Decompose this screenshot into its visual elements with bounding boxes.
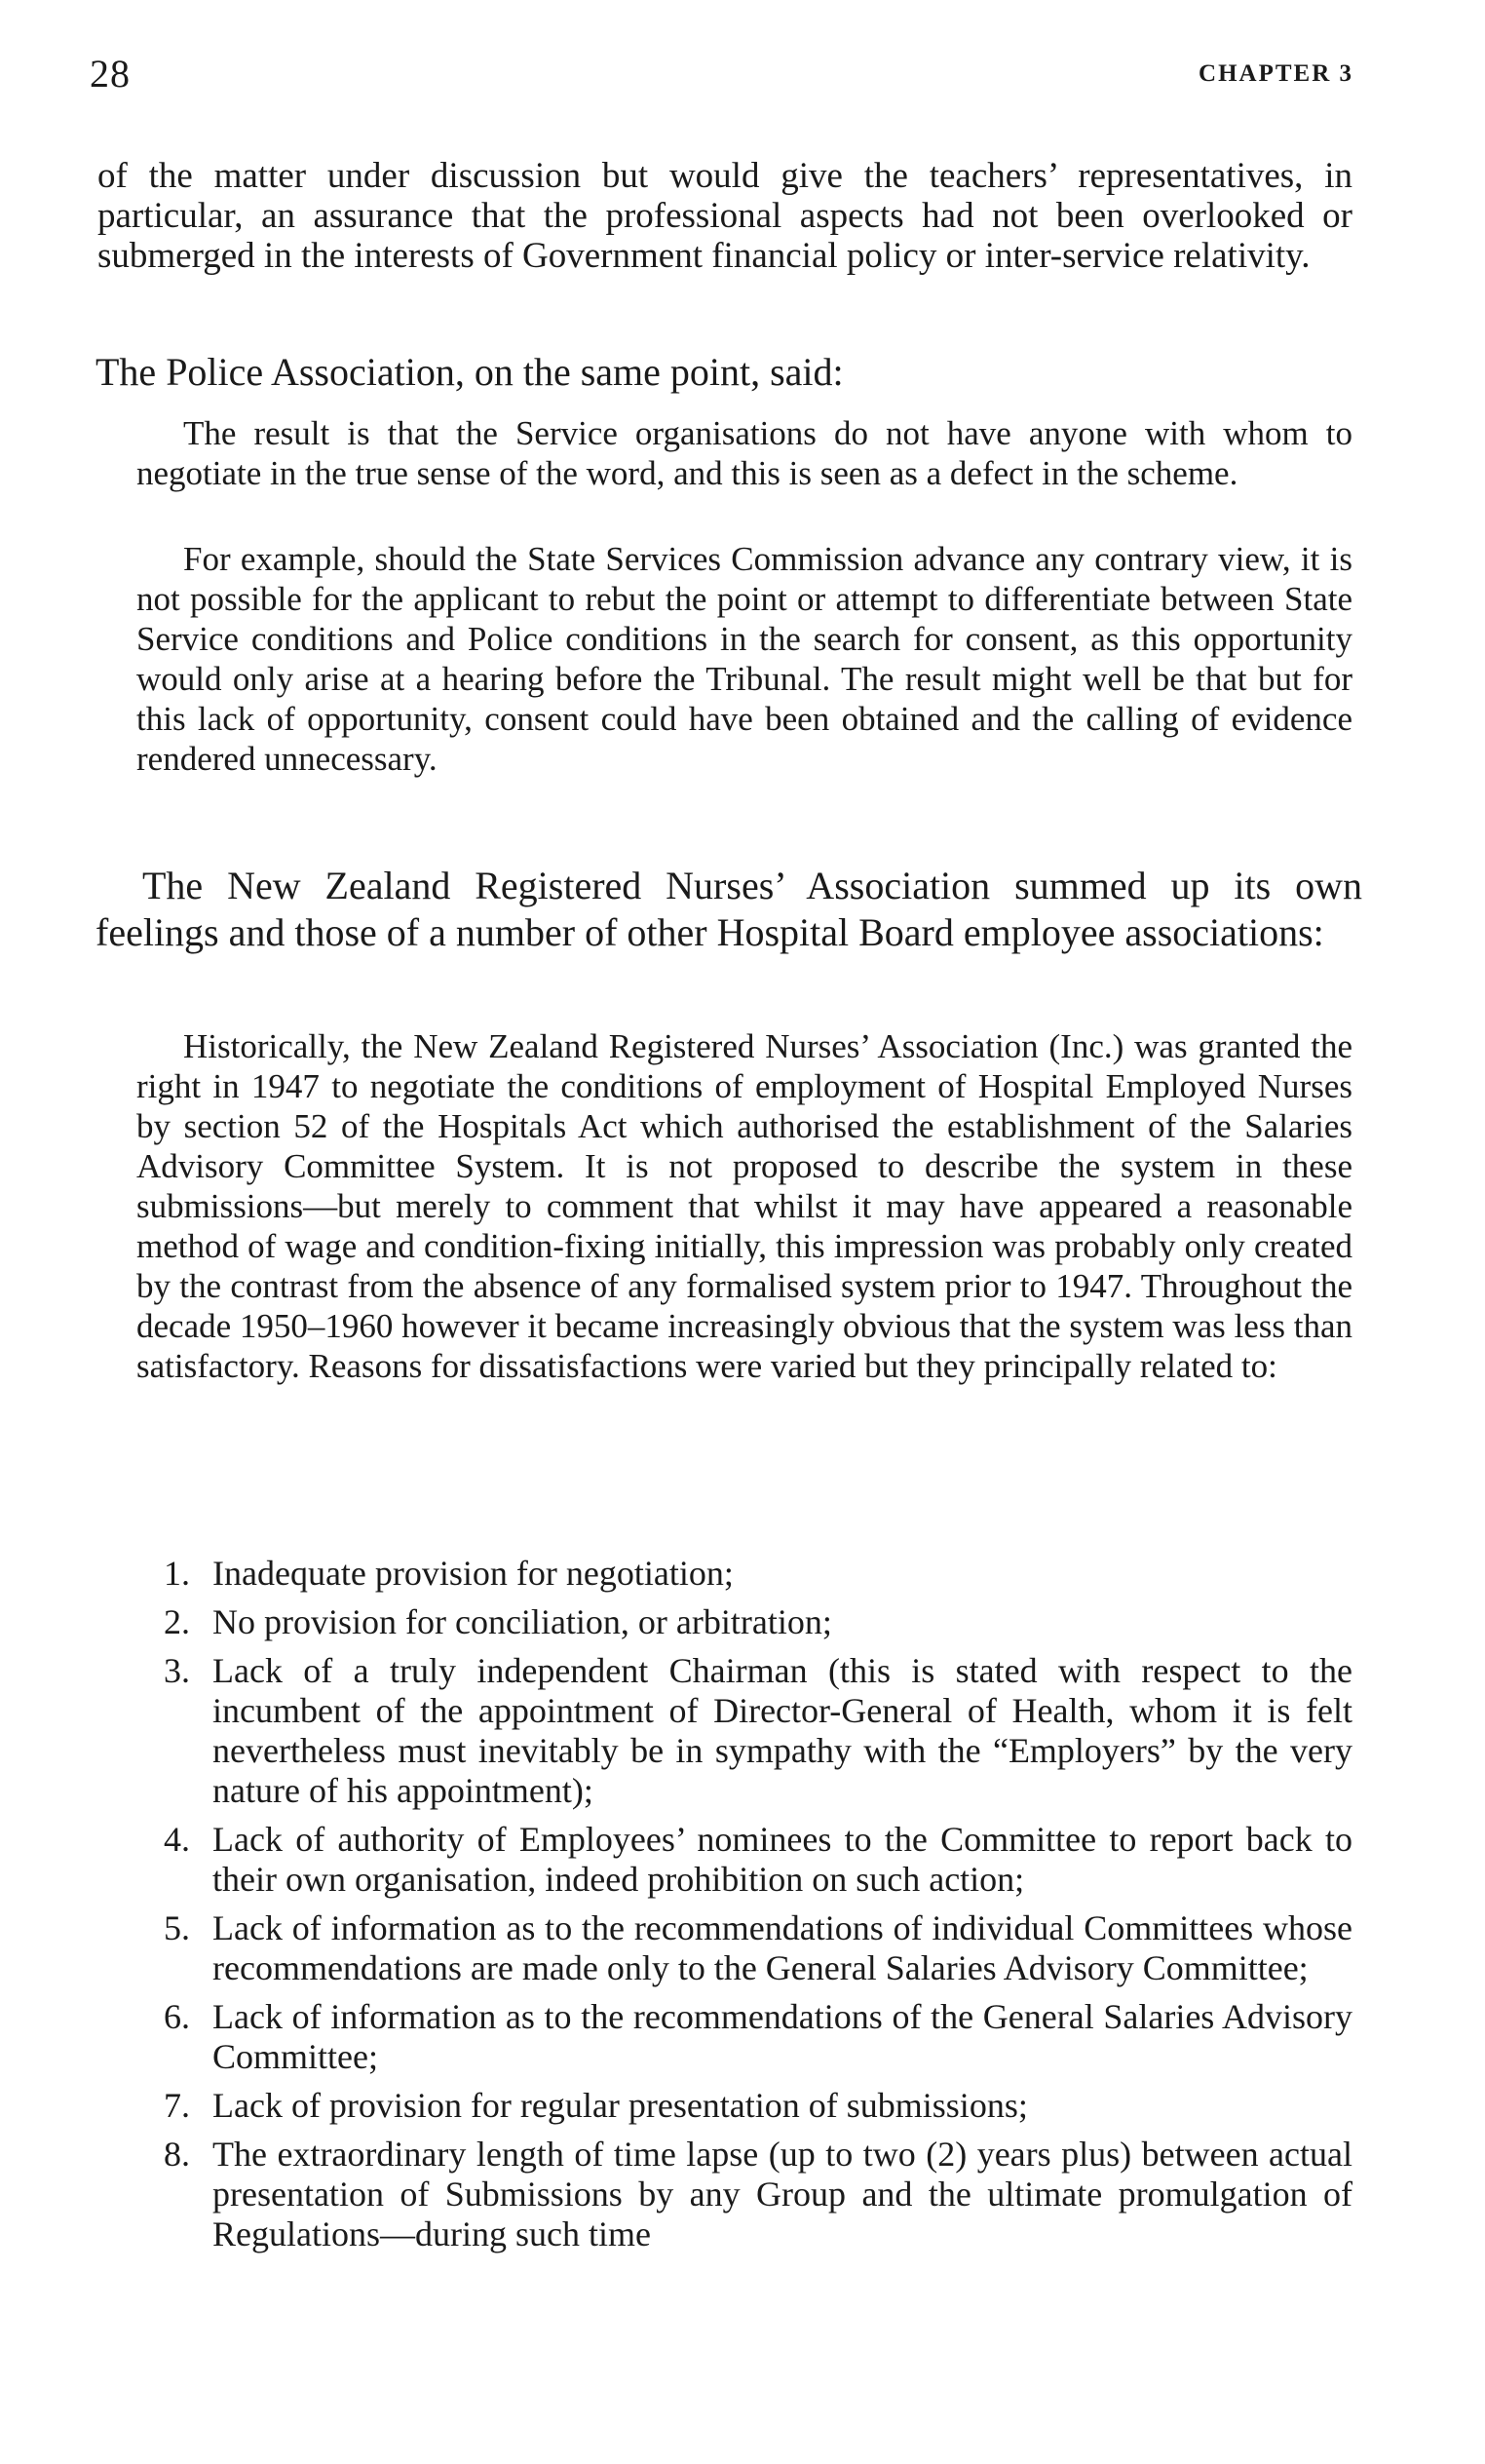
dissatisfaction-list — [164, 1554, 1352, 2263]
list-item — [164, 1554, 1352, 1594]
quote-nurses: Historically, the New Zealand Registered Nurses’ Association (Inc.) was granted the right in 1947 to negotiate the conditions of employment of Hospital Employed Nurses by section 52 of the Hospitals Act which authorised the establishment of the Salaries Advisory Committee System. It is not proposed to describe the system in these submissions—but merely to comment that whilst it may have appeared a reasonable method of wage and condition-fixing initially, this impression was probably only created by the contrast from the absence of any formalised system prior to 1947. Throughout the decade 1950–1960 however it became increasingly obvious that the system was less than satisfactory. Reasons for dissatisfactions were varied but they principally related to: — [136, 1027, 1353, 1385]
list-item — [164, 1820, 1352, 1900]
quote-police-1: The result is that the Service organisations do not have anyone with whom to negotiate in the true sense of the word, and this is seen as a defect in the scheme. — [136, 414, 1352, 492]
list-item — [164, 2086, 1352, 2126]
list-item-number: 7. — [164, 2086, 190, 2125]
list-item-number: 3. — [164, 1651, 190, 1690]
list-item-number: 1. — [164, 1554, 190, 1593]
list-item-text: Lack of a truly independent Chairman (this is stated with respect to the incumbent of the appointment of Director-General of Health, whom it is felt nevertheless must inevitably be in sympathy with the “Employers” by the very nature of his appointment); — [212, 1651, 1352, 1810]
list-item-text: Lack of authority of Employees’ nominees to the Committee to report back to their own organisation, indeed prohibition on such action; — [212, 1820, 1352, 1899]
list-item-text: The extraordinary length of time lapse (up to two (2) years plus) between actual presentation of Submissions by any Group and the ultimate promulgation of Regulations—during such time — [212, 2135, 1352, 2253]
list-item-number: 6. — [164, 1997, 190, 2036]
quote-police-2: For example, should the State Services Commission advance any contrary view, it is not possible for the applicant to rebut the point or attempt to differentiate between State Service conditions and Police conditions in the search for consent, as this opportunity would only arise at a hearing before the Tribunal. The result might well be that but for this lack of opportunity, consent could have been obtained and the calling of evidence rendered unnecessary. — [136, 540, 1352, 778]
paragraph-police-intro: The Police Association, on the same point, said: — [95, 350, 844, 394]
list-item-number: 8. — [164, 2135, 190, 2174]
list-item-number: 5. — [164, 1908, 190, 1947]
list-item — [164, 2135, 1352, 2254]
list-item-text: Lack of provision for regular presentation of submissions; — [212, 2086, 1028, 2125]
list-item — [164, 1651, 1352, 1811]
list-item — [164, 1997, 1352, 2077]
paragraph-teachers: of the matter under discussion but would give the teachers’ representatives, in particular, an assurance that the professional aspects had not been overlooked or submerged in the interests of Government financial policy or inter-service relativity. — [97, 156, 1352, 276]
list-item-number: 4. — [164, 1820, 190, 1859]
list-item-text: No provision for conciliation, or arbitration; — [212, 1602, 832, 1641]
list-item-text: Lack of information as to the recommendations of individual Committees whose recommendations are made only to the General Salaries Advisory Committee; — [212, 1908, 1352, 1987]
page-number: 28 — [90, 52, 131, 96]
chapter-heading: CHAPTER 3 — [1199, 60, 1353, 87]
list-item — [164, 1908, 1352, 1988]
list-item-text: Inadequate provision for negotiation; — [212, 1554, 734, 1593]
list-item-text: Lack of information as to the recommendations of the General Salaries Advisory Committee; — [212, 1997, 1352, 2076]
list-item — [164, 1602, 1352, 1642]
list-item-number: 2. — [164, 1602, 190, 1641]
paragraph-nurses-intro: The New Zealand Registered Nurses’ Association summed up its own feelings and those of a number of other Hospital Board employee associations: — [95, 864, 1362, 954]
